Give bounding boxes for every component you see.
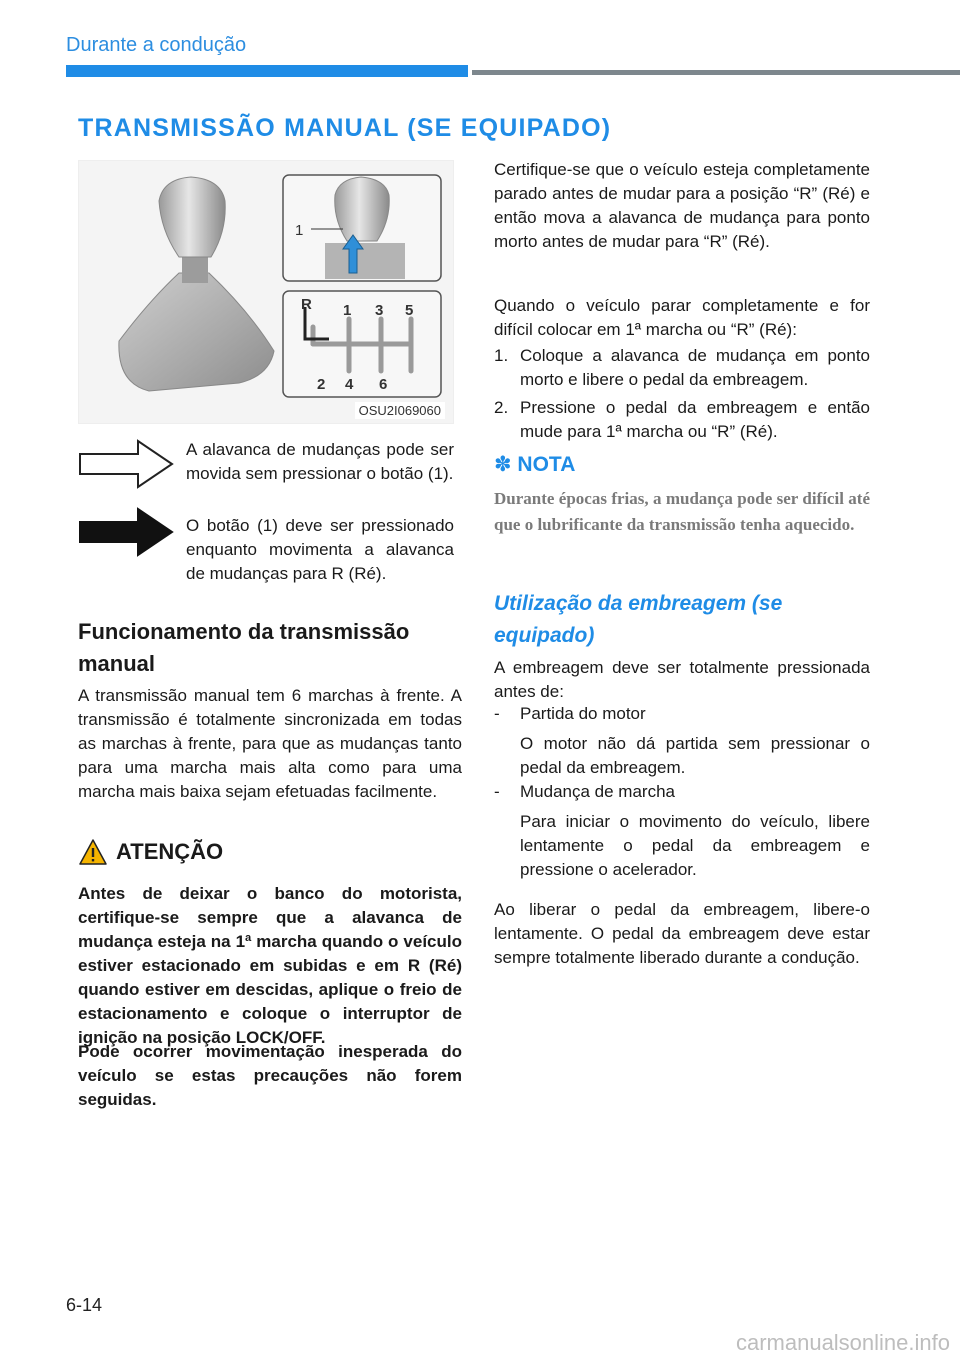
- note-title: ✽ NOTA: [494, 453, 576, 476]
- gear-label-2: 2: [317, 376, 326, 393]
- transmission-paragraph-block: [78, 684, 462, 804]
- gear-label-6: 6: [379, 376, 388, 393]
- clutch-heading: Utilização da embreagem (se equipado): [494, 592, 783, 647]
- shift-boot: [119, 273, 274, 391]
- warning-paragraph-1: Antes de deixar o banco do motorista, certifique-se sempre que a alavanca de mudança esteja na 1ª marcha quando o veículo estiver estacionado em subidas e em R (Ré) quando estiver em descidas, aplique o freio de estacionamento e coloque o interruptor de ignição na posição LOCK/OFF.: [78, 884, 462, 1047]
- gear-label-5: 5: [405, 302, 414, 319]
- transmission-section-heading: [78, 616, 462, 680]
- section-label: Durante a condução: [66, 34, 247, 56]
- dash-marker: -: [494, 704, 500, 723]
- reverse-paragraph: Certifique-se que o veículo esteja completamente parado antes de mudar para a posição “R” (Ré) e então mova a alavanca de mudança para ponto morto antes de mudar para “R” (Ré).: [494, 160, 870, 251]
- warning-paragraph-2: Pode ocorrer movimentação inesperada do veículo se estas precauções não forem seguidas.: [78, 1042, 462, 1109]
- step-1-number: 1.: [494, 346, 509, 365]
- gear-label-r: R: [301, 296, 312, 313]
- step-1-text: Coloque a alavanca de mudança em ponto morto e libere o pedal da embreagem.: [520, 346, 870, 389]
- warning-title: ATENÇÃO: [116, 839, 224, 864]
- inset-knob: [335, 177, 390, 241]
- gear-shift-illustration: [78, 160, 454, 424]
- page-title: TRANSMISSÃO MANUAL (SE EQUIPADO): [78, 114, 612, 142]
- outline-arrow-icon: [78, 438, 174, 490]
- shift-knob: [159, 177, 225, 257]
- reverse-paragraph-block: [494, 158, 870, 254]
- warning-body: [78, 882, 462, 1050]
- clutch-heading-block: [494, 588, 870, 652]
- legend-item-filled: [78, 514, 454, 588]
- closing-paragraph: Ao liberar o pedal da embreagem, libere-o lentamente. O pedal da embreagem deve estar sempre totalmente liberado durante a condução.: [494, 900, 870, 967]
- gear-shift-drawing: [79, 161, 455, 425]
- header-rule-blue: [66, 65, 468, 77]
- transmission-heading: Funcionamento da transmissão manual: [78, 619, 410, 676]
- clutch-item-1-text: O motor não dá partida sem pressionar o pedal da embreagem.: [520, 734, 870, 777]
- clutch-intro-block: [494, 656, 870, 704]
- gear-label-3: 3: [375, 302, 384, 319]
- watermark: carmanualsonline.info: [735, 1330, 950, 1355]
- note-text: Durante épocas frias, a mudança pode ser difícil até que o lubrificante da transmissão tenha aquecido.: [494, 489, 870, 534]
- warning-icon: [78, 838, 108, 866]
- closing-paragraph-block: [494, 898, 870, 970]
- page-number: 6-14: [66, 1295, 103, 1315]
- header-rule-grey: [472, 70, 960, 75]
- warning-body-2: [78, 1040, 462, 1112]
- gear-label-4: 4: [345, 376, 354, 393]
- legend-text-2: O botão (1) deve ser pressionado enquanto movimenta a alavanca de mudanças para R (Ré).: [186, 516, 454, 583]
- difficulty-paragraph: Quando o veículo parar completamente e for difícil colocar em 1ª marcha ou “R” (Ré):: [494, 296, 870, 339]
- difficulty-paragraph-block: [494, 294, 870, 342]
- step-2-text: Pressione o pedal da embreagem e então mude para 1ª marcha ou “R” (Ré).: [520, 398, 870, 441]
- legend-item-outline: [78, 438, 454, 512]
- filled-arrow-icon: [78, 506, 174, 558]
- gear-label-1: 1: [343, 302, 352, 319]
- clutch-item-2-text: Para iniciar o movimento do veículo, libere lentamente o pedal da embreagem e pressione o acelerador.: [520, 812, 870, 879]
- transmission-paragraph: A transmissão manual tem 6 marchas à frente. A transmissão é totalmente sincronizada em todas as marchas à frente, para que as mudanças tanto para uma marcha mais alta como para uma marcha mais baixa sejam efetuadas facilmente.: [78, 686, 462, 801]
- clutch-intro: A embreagem deve ser totalmente pressionada antes de:: [494, 658, 870, 701]
- clutch-item-2-title: Mudança de marcha: [520, 782, 675, 801]
- step-2-number: 2.: [494, 398, 509, 417]
- callout-number: 1: [295, 222, 304, 239]
- warning-header: [78, 836, 378, 868]
- dash-marker: -: [494, 782, 500, 801]
- figure-code: OSU2I069060: [355, 402, 445, 419]
- inset-boot: [325, 243, 405, 279]
- legend-text-1: A alavanca de mudanças pode ser movida sem pressionar o botão (1).: [186, 440, 454, 483]
- clutch-item-1-title: Partida do motor: [520, 704, 646, 723]
